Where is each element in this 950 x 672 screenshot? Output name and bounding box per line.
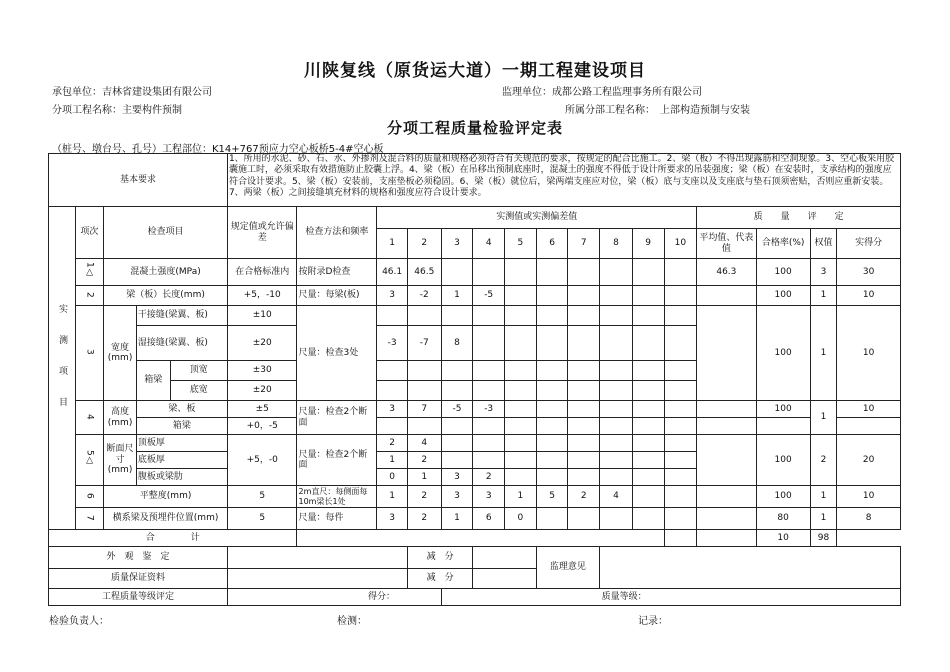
avg-value: 46.3: [697, 259, 756, 286]
measured-value: [664, 259, 697, 286]
pass-value: [756, 418, 810, 435]
weight-value: 1: [810, 286, 837, 306]
pass-value: 100: [756, 435, 810, 486]
measured-value: [473, 452, 505, 469]
measured-value: [441, 452, 473, 469]
measured-value: [600, 452, 633, 469]
total-row: [49, 530, 901, 547]
measured-value: [632, 486, 664, 508]
measured-value: [600, 286, 633, 306]
measured-value: 3: [377, 401, 408, 418]
sub-item: 腹板或梁肋: [136, 469, 227, 486]
measured-value: [632, 418, 664, 435]
group-label: 宽度(mm): [104, 306, 137, 401]
weight-value: 1: [810, 306, 837, 401]
measured-value: [377, 361, 408, 381]
basic-text: 1、所用的水泥、砂、石、水、外掺剂及混合料的质量和规格必须符合有关规范的要求，按规定的配合比施工。2、梁（板）不得出现露筋和空洞现象。3、空心板采用胶囊施工时，必须采取有效措施防止胶囊上浮。4、梁（板）在吊移出预制底座时，混凝土的强度不得低于设计所要求的吊装强度；梁（板）在安装时，支承结构的强度应符合设计要求。5、梁（板）安装前，支座垫板必须稳固。6、梁（板）就位后，梁两端支座应对位，梁（板）底与支座以及支座底与垫石顶须密贴，否则应重新安装。7、两梁（板）之间接缝填充材料的规格和强度应符合设计要求。: [227, 154, 900, 207]
measured-value: [664, 361, 697, 381]
measured-value: 0: [377, 469, 408, 486]
measured-value: [600, 326, 633, 361]
measured-value: [568, 469, 600, 486]
check-item-header: 检查项目: [104, 207, 228, 259]
measured-value: [664, 435, 697, 452]
spec-value: +0，-5: [227, 418, 297, 435]
measured-value: [505, 361, 537, 381]
item-no: 1△: [84, 262, 95, 279]
avg-value: [697, 418, 756, 435]
measured-value: 5: [536, 486, 568, 508]
appearance-label: 外 观 鉴 定: [49, 547, 228, 569]
weight-value: 3: [810, 259, 837, 286]
measured-value: [441, 361, 473, 381]
measured-value: [473, 361, 505, 381]
sub-project-label: 分项工程名称：主要构件预制: [52, 105, 182, 116]
total-weight: 10: [756, 530, 810, 547]
measured-value: 2: [407, 508, 441, 530]
measured-value: [568, 326, 600, 361]
check-item: 平整度(mm): [104, 486, 228, 508]
table-row: [49, 286, 901, 306]
spec-value: ±20: [227, 326, 297, 361]
item-no-cell: [75, 306, 104, 401]
total-label: 合 计: [49, 530, 297, 547]
sub-item: 底宽: [170, 381, 227, 401]
header-row-1: [49, 207, 901, 229]
measured-value: [600, 381, 633, 401]
inspector-label: 检验负责人：: [49, 616, 109, 627]
measured-value: [536, 435, 568, 452]
table-row: [49, 306, 901, 326]
sub-item: 干接缝(梁翼、板): [136, 306, 227, 326]
quality-grade-label: 质量等级：: [441, 589, 900, 606]
contractor-label: 承包单位：吉林省建设集团有限公司: [52, 87, 212, 98]
measured-value: -3: [473, 401, 505, 418]
score-value: 8: [837, 508, 901, 530]
pass-value: 100: [756, 286, 810, 306]
checker-label: 检测：: [337, 616, 367, 627]
measured-value: [568, 286, 600, 306]
measured-value: 3: [377, 286, 408, 306]
qa-deduct-label: 减 分: [407, 569, 472, 589]
measured-value: [632, 326, 664, 361]
total-blank: [297, 530, 664, 547]
method-header: 检查方法和频率: [297, 207, 377, 259]
measured-value: 46.5: [407, 259, 441, 286]
col-8: 8: [600, 229, 633, 259]
side-label-cell: [49, 207, 76, 530]
measured-value: 1: [377, 486, 408, 508]
measured-value: [505, 259, 537, 286]
measured-value: [536, 259, 568, 286]
col-4: 4: [473, 229, 505, 259]
measured-value: 3: [377, 508, 408, 530]
measured-value: [568, 259, 600, 286]
avg-value: [697, 435, 756, 486]
pass-value: 100: [756, 486, 810, 508]
recorder-label: 记录：: [638, 616, 668, 627]
method-value: 2m直尺：每侧面每10m梁长1处: [297, 486, 377, 508]
avg-value: [697, 286, 756, 306]
grade-label: 工程质量等级评定: [49, 589, 228, 606]
method-value: 尺量：检查3处: [297, 306, 377, 401]
method-value: 按附录D检查: [297, 259, 377, 286]
item-no-header: 项次: [75, 207, 104, 259]
weight-value: 2: [810, 435, 837, 486]
measured-value: [505, 418, 537, 435]
measured-value: [568, 401, 600, 418]
measured-value: [632, 259, 664, 286]
score-value: 10: [837, 286, 901, 306]
measured-value: [505, 469, 537, 486]
box-girder-label: 箱梁: [136, 361, 170, 401]
sub-item: 顶宽: [170, 361, 227, 381]
pass-value: 100: [756, 259, 810, 286]
measured-value: 1: [377, 452, 408, 469]
measured-value: 1: [407, 469, 441, 486]
spec-value: +5，-10: [227, 286, 297, 306]
measured-value: 2: [407, 486, 441, 508]
col-2: 2: [407, 229, 441, 259]
measured-value: [600, 259, 633, 286]
measured-value: [632, 306, 664, 326]
table-row: [49, 435, 901, 452]
score-value: 20: [837, 435, 901, 486]
appearance-deduct-label: 减 分: [407, 547, 472, 569]
sub-item: 底板厚: [136, 452, 227, 469]
check-item: 混凝土强度(MPa): [104, 259, 228, 286]
spec-value: ±10: [227, 306, 297, 326]
sub-item: 箱梁: [136, 418, 227, 435]
supervisor-opinion-value: [600, 547, 901, 589]
group-label: 断面尺寸(mm): [104, 435, 137, 486]
form-title: 分项工程质量检验评定表: [386, 119, 563, 137]
measured-value: [664, 286, 697, 306]
item-no: 6: [84, 492, 95, 499]
measured-value: [664, 486, 697, 508]
measured-value: 3: [441, 486, 473, 508]
measured-value: [632, 452, 664, 469]
measured-value: 2: [407, 452, 441, 469]
measured-value: [536, 361, 568, 381]
measured-value: 3: [441, 469, 473, 486]
measured-value: [407, 361, 441, 381]
method-value: 尺量：检查2个断面: [297, 435, 377, 486]
measured-value: [536, 381, 568, 401]
measured-value: 1: [441, 508, 473, 530]
measured-value: [407, 306, 441, 326]
item-no: 2: [84, 291, 95, 298]
measured-value: 1: [441, 286, 473, 306]
measured-value: 2: [377, 435, 408, 452]
score-value: [837, 418, 901, 435]
measured-value: 46.1: [377, 259, 408, 286]
item-no: 3: [84, 349, 95, 355]
measured-value: [407, 418, 441, 435]
appearance-value: [227, 547, 407, 569]
table-row: [49, 508, 901, 530]
sub-item: 顶板厚: [136, 435, 227, 452]
measured-value: [505, 326, 537, 361]
measured-value: [568, 508, 600, 530]
measured-value: [664, 401, 697, 418]
measured-value: [664, 418, 697, 435]
spec-value: ±30: [227, 361, 297, 381]
measured-value: [600, 361, 633, 381]
col-9: 9: [632, 229, 664, 259]
total-pass: [697, 530, 756, 547]
col-6: 6: [536, 229, 568, 259]
measured-value: [664, 326, 697, 361]
avg-header: 平均值、代表值: [697, 229, 756, 259]
supervisor-opinion-label: 监理意见: [536, 547, 599, 589]
side-label: 实测项目: [56, 304, 67, 429]
measured-value: -5: [441, 401, 473, 418]
measured-value: [568, 361, 600, 381]
measured-value: [600, 435, 633, 452]
grade-row: [49, 589, 901, 606]
measured-value: 4: [407, 435, 441, 452]
measured-value: [536, 469, 568, 486]
measured-value: 7: [407, 401, 441, 418]
measured-value: [632, 286, 664, 306]
avg-value: [697, 508, 756, 530]
measured-value: [600, 508, 633, 530]
measured-value: 0: [505, 508, 537, 530]
measured-value: 3: [473, 486, 505, 508]
col-5: 5: [505, 229, 537, 259]
weight-value: 1: [810, 486, 837, 508]
method-value: 尺量：每梁(板): [297, 286, 377, 306]
measured-value: [377, 418, 408, 435]
measured-value: [568, 452, 600, 469]
total-avg: [664, 530, 697, 547]
check-item: 横系梁及预埋件位置(mm): [104, 508, 228, 530]
measured-value: [664, 306, 697, 326]
measured-value: [632, 361, 664, 381]
pass-value: 100: [756, 401, 810, 418]
measured-value: 6: [473, 508, 505, 530]
measured-value: [473, 306, 505, 326]
measured-value: [407, 381, 441, 401]
measured-value: -2: [407, 286, 441, 306]
measured-value: [632, 401, 664, 418]
measured-value: -7: [407, 326, 441, 361]
measured-value: [473, 435, 505, 452]
group-label: 高度(mm): [104, 401, 137, 435]
measured-value: [632, 508, 664, 530]
measured-value: [441, 418, 473, 435]
measured-value: [632, 435, 664, 452]
col-3: 3: [441, 229, 473, 259]
qa-deduct-value: [473, 569, 536, 589]
qa-label: 质量保证资料: [49, 569, 228, 589]
measured-value: [664, 381, 697, 401]
measured-value: [536, 326, 568, 361]
item-no: 5△: [84, 450, 95, 467]
col-1: 1: [377, 229, 408, 259]
basic-label: 基本要求: [49, 154, 228, 207]
spec-value: 5: [227, 508, 297, 530]
score-value: 10: [837, 486, 901, 508]
item-no: 4: [84, 413, 95, 420]
measured-value: [505, 452, 537, 469]
measured-value: 4: [600, 486, 633, 508]
table-row: [49, 401, 901, 418]
measured-value: [441, 381, 473, 401]
quality-header: 质 量 评 定: [697, 207, 901, 229]
measured-value: [568, 435, 600, 452]
score-value: 10: [837, 401, 901, 418]
measured-value: [536, 418, 568, 435]
measured-value: [536, 306, 568, 326]
measured-value: [600, 469, 633, 486]
measured-value: [505, 286, 537, 306]
measured-value: [473, 381, 505, 401]
pass-value: 100: [756, 306, 810, 401]
weight-value: 1: [810, 508, 837, 530]
spec-header: 规定值或允许偏差: [227, 207, 297, 259]
method-value: 尺量：每件: [297, 508, 377, 530]
page-title: 川陕复线（原货运大道）一期工程建设项目: [304, 61, 646, 81]
supervisor-label: 监理单位：成都公路工程监理事务所有限公司: [502, 87, 702, 98]
division-label: 所属分部工程名称： 上部构造预制与安装: [565, 105, 750, 116]
measured-value: [632, 469, 664, 486]
measured-value: [568, 381, 600, 401]
measured-value: [473, 418, 505, 435]
measured-value: [505, 381, 537, 401]
item-no-cell: [75, 286, 104, 306]
measured-value: [536, 401, 568, 418]
measured-value: [536, 508, 568, 530]
measured-value: [377, 381, 408, 401]
check-item: 梁（板）长度(mm): [104, 286, 228, 306]
item-no-cell: [75, 486, 104, 508]
measured-value: 2: [568, 486, 600, 508]
sub-item: 湿接缝(梁翼、板): [136, 326, 227, 361]
col-7: 7: [568, 229, 600, 259]
col-10: 10: [664, 229, 697, 259]
item-no-cell: [75, 401, 104, 435]
measured-value: [664, 452, 697, 469]
pass-header: 合格率(%): [756, 229, 810, 259]
measured-value: [568, 418, 600, 435]
location-label: （桩号、墩台号、孔号）工程部位：K14+767预应力空心板桥5-4#空心板: [52, 144, 384, 155]
weight-header: 权值: [810, 229, 837, 259]
table-row: [49, 486, 901, 508]
measured-value: [632, 381, 664, 401]
measured-value: [600, 306, 633, 326]
score-value: 10: [837, 306, 901, 401]
score-header: 实得分: [837, 229, 901, 259]
measured-value: [473, 326, 505, 361]
measured-header: 实测值或实测偏差值: [377, 207, 697, 229]
method-value: 尺量：检查2个断面: [297, 401, 377, 435]
spec-value: +5，-0: [227, 435, 297, 486]
pass-value: 80: [756, 508, 810, 530]
basic-row: [49, 154, 901, 207]
score-value: 30: [837, 259, 901, 286]
measured-value: [441, 306, 473, 326]
table-row: [49, 418, 901, 435]
measured-value: [473, 259, 505, 286]
spec-value: 在合格标准内: [227, 259, 297, 286]
measured-value: [441, 259, 473, 286]
measured-value: 2: [473, 469, 505, 486]
measured-value: [536, 452, 568, 469]
item-no-cell: [75, 508, 104, 530]
measured-value: [568, 306, 600, 326]
measured-value: [505, 435, 537, 452]
score-label: 得分：: [227, 589, 441, 606]
measured-value: 1: [505, 486, 537, 508]
item-no-cell: [75, 259, 104, 286]
measured-value: [600, 418, 633, 435]
measured-value: [664, 469, 697, 486]
spec-value: ±20: [227, 381, 297, 401]
spec-value: ±5: [227, 401, 297, 418]
spec-value: 5: [227, 486, 297, 508]
sub-item: 梁、板: [136, 401, 227, 418]
measured-value: [536, 286, 568, 306]
qa-value: [227, 569, 407, 589]
total-score: 98: [810, 530, 837, 547]
measured-value: -3: [377, 326, 408, 361]
item-no-cell: [75, 435, 104, 486]
measured-value: [664, 508, 697, 530]
measured-value: [505, 401, 537, 418]
measured-value: [441, 435, 473, 452]
measured-value: [505, 306, 537, 326]
avg-value: [697, 486, 756, 508]
measured-value: [377, 306, 408, 326]
appearance-deduct-value: [473, 547, 536, 569]
inspection-table: [48, 153, 901, 606]
avg-value: [697, 306, 756, 401]
measured-value: 8: [441, 326, 473, 361]
weight-value: 1: [810, 401, 837, 435]
measured-value: -5: [473, 286, 505, 306]
appearance-row: [49, 547, 901, 569]
measured-value: [600, 401, 633, 418]
item-no: 7: [84, 514, 95, 521]
avg-value: [697, 401, 756, 418]
table-row: [49, 259, 901, 286]
